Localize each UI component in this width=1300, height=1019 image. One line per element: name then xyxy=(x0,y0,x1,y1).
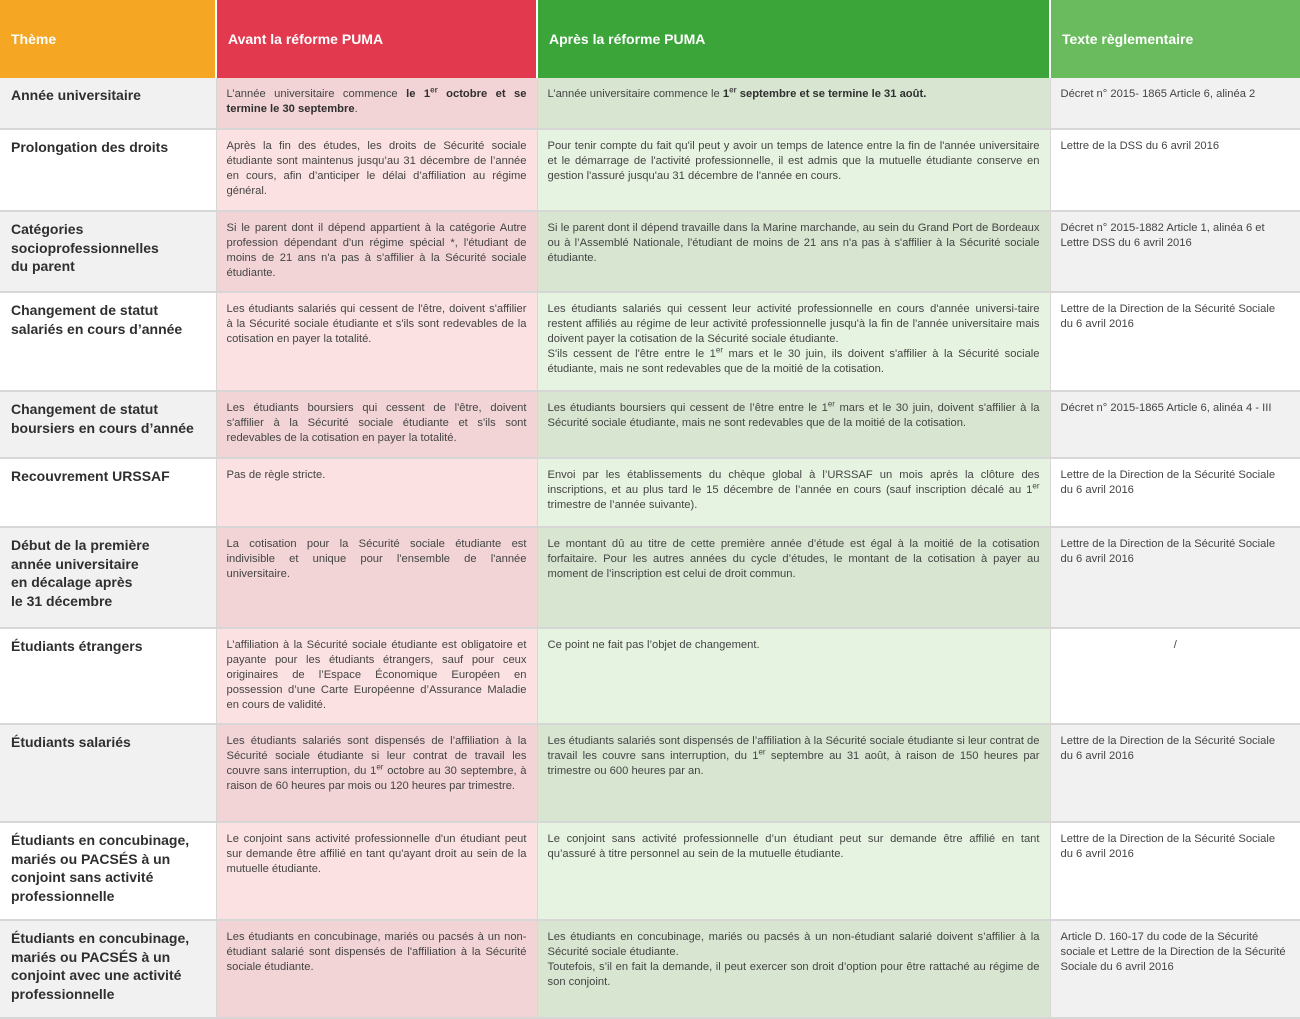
row-avant xyxy=(216,292,537,391)
table-row xyxy=(0,724,1300,822)
table-row xyxy=(0,211,1300,292)
row-theme: Catégories socioprofessionnelles du parent xyxy=(0,211,216,292)
row-avant xyxy=(216,822,537,920)
row-theme: Étudiants étrangers xyxy=(0,628,216,724)
apres-text-segment: L’année universitaire commence le xyxy=(547,88,723,100)
row-texte: Décret n° 2015- 1865 Article 6, alinéa 2 xyxy=(1050,78,1300,129)
apres-text-segment: 1 xyxy=(722,88,730,100)
row-apres xyxy=(537,129,1050,211)
row-theme: Étudiants salariés xyxy=(0,724,216,822)
row-apres xyxy=(537,527,1050,628)
row-apres xyxy=(537,724,1050,822)
row-avant xyxy=(216,211,537,292)
row-avant xyxy=(216,527,537,628)
avant-text-segment: octobre et se termine le 30 septembre xyxy=(226,88,527,115)
apres-text-segment: Les étudiants en concubinage, mariés ou pacsés à un non-étudiant salarié doivent s’affilier à la Sécurité sociale étudiante. xyxy=(547,931,1040,958)
apres-text-segment: Toutefois, s’il en fait la demande, il peut exercer son droit d’option pour être rattaché au régime de son conjoint. xyxy=(547,961,1040,988)
row-theme: Début de la première année universitaire en décalage après le 31 décembre xyxy=(0,527,216,628)
table-row xyxy=(0,458,1300,527)
apres-text-segment: mars et le 30 juin, ils doivent s'affilier à la Sécurité sociale étudiante, mais ne sont redevables que de la moitié de la cotisation. xyxy=(547,348,1040,375)
row-texte: Lettre de la Direction de la Sécurité Sociale du 6 avril 2016 xyxy=(1050,527,1300,628)
row-avant xyxy=(216,391,537,458)
row-texte: / xyxy=(1050,628,1300,724)
avant-text-segment: La cotisation pour la Sécurité sociale étudiante est indivisible et unique pour l'ensemble de l'année universitaire. xyxy=(226,538,527,580)
apres-text-segment: er xyxy=(729,85,737,95)
row-apres xyxy=(537,628,1050,724)
row-avant xyxy=(216,724,537,822)
row-texte: Décret n° 2015-1865 Article 6, alinéa 4 - III xyxy=(1050,391,1300,458)
row-theme: Changement de statut boursiers en cours d’année xyxy=(0,391,216,458)
apres-text-segment: mars et le 30 juin, doivent s'affilier à la Sécurité sociale étudiante, mais ne sont redevables que de la moitié de la cotisation. xyxy=(547,402,1040,429)
avant-text-segment: Pas de règle stricte. xyxy=(226,469,326,481)
row-apres xyxy=(537,822,1050,920)
apres-text-segment: Envoi par les établissements du chèque global à l’URSSAF un mois après la clôture des inscriptions, et au plus tard le 15 décembre de l’année en cours (sauf inscription décalé au 1 xyxy=(547,469,1040,496)
table-row xyxy=(0,822,1300,920)
avant-text-segment: Si le parent dont il dépend appartient à la catégorie Autre profession dépendant d'un régime spécial *, l'étudiant de moins de 21 ans n'a pas à s'affilier à la Sécurité sociale étudiante. xyxy=(226,222,527,279)
table-row xyxy=(0,628,1300,724)
row-avant xyxy=(216,920,537,1018)
apres-text-segment: Pour tenir compte du fait qu'il peut y avoir un temps de latence entre la fin de l'année universitaire et le démarrage de l'activité professionnelle, il est admis que la mutuelle étudiante conserve en gestion l'assuré jusqu'au 31 décembre de l'année en cours. xyxy=(547,140,1040,182)
avant-text-segment: Les étudiants en concubinage, mariés ou pacsés à un non-étudiant salarié sont dispensés de l'affiliation à la Sécurité sociale étudiante. xyxy=(226,931,527,973)
apres-text-segment: Le montant dû au titre de cette première année d’étude est égal à la moitié de la cotisation forfaitaire. Pour les autres années du cycle d’études, le montant de la cotisation à payer au moment de l’inscription est celui de droit commun. xyxy=(547,538,1040,580)
table-body xyxy=(0,78,1300,1018)
row-apres xyxy=(537,391,1050,458)
table-row xyxy=(0,527,1300,628)
avant-text-segment: Les étudiants salariés sont dispensés de l’affiliation à la Sécurité sociale étudiante si leur contrat de travail les couvre sans interruption, du 1 xyxy=(226,735,527,777)
apres-text-segment: er xyxy=(827,399,835,409)
apres-text-segment: Si le parent dont il dépend travaille dans la Marine marchande, au sein du Grand Port de Bordeaux ou à l’Assemblé Nationale, l'étudiant de moins de 21 ans n'a pas à s'affilier à la Sécurité sociale étudiante. xyxy=(547,222,1040,264)
row-theme: Prolongation des droits xyxy=(0,129,216,211)
row-apres xyxy=(537,78,1050,129)
header-apres: Après la réforme PUMA xyxy=(537,0,1050,78)
row-apres xyxy=(537,292,1050,391)
avant-text-segment: L’année universitaire commence xyxy=(226,88,407,100)
apres-text-segment: septembre et se termine le 31 août. xyxy=(736,88,927,100)
header-row xyxy=(0,0,1300,78)
avant-text-segment: Les étudiants boursiers qui cessent de l'être, doivent s'affilier à la Sécurité sociale étudiante et s'ils sont redevables de la cotisation en payer la totalité. xyxy=(226,402,527,444)
table-row xyxy=(0,78,1300,129)
header-avant: Avant la réforme PUMA xyxy=(216,0,537,78)
row-texte: Lettre de la Direction de la Sécurité Sociale du 6 avril 2016 xyxy=(1050,724,1300,822)
avant-text-segment: Après la fin des études, les droits de Sécurité sociale étudiante sont maintenus jusqu’au 31 décembre de l’année en cours, afin d’anticiper le délai d’affiliation au régime général. xyxy=(226,140,527,197)
row-theme: Année universitaire xyxy=(0,78,216,129)
apres-text-segment: er xyxy=(1032,481,1040,491)
row-avant xyxy=(216,458,537,527)
apres-text-segment: Les étudiants salariés sont dispensés de l’affiliation à la Sécurité sociale étudiante si leur contrat de travail les couvre sans interruption, du 1 xyxy=(547,735,1040,762)
row-theme: Recouvrement URSSAF xyxy=(0,458,216,527)
avant-text-segment: L’affiliation à la Sécurité sociale étudiante est obligatoire et payante pour les étudiants étrangers, sauf pour ceux originaires de l’Espace Économique Européen en possession d’une Carte Européenne d’Assurance Maladie en cours de validité. xyxy=(226,639,527,711)
row-avant xyxy=(216,628,537,724)
row-avant xyxy=(216,78,537,129)
header-theme: Thème xyxy=(0,0,216,78)
table-row xyxy=(0,391,1300,458)
row-theme: Étudiants en concubinage, mariés ou PACSÉS à un conjoint sans activité professionnelle xyxy=(0,822,216,920)
header-texte: Texte règlementaire xyxy=(1050,0,1300,78)
row-texte: Article D. 160-17 du code de la Sécurité sociale et Lettre de la Direction de la Sécurité Sociale du 6 avril 2016 xyxy=(1050,920,1300,1018)
apres-text-segment: er xyxy=(758,747,766,757)
row-apres xyxy=(537,211,1050,292)
avant-text-segment: le 1 xyxy=(406,88,431,100)
row-theme: Étudiants en concubinage, mariés ou PACSÉS à un conjoint avec une activité professionnelle xyxy=(0,920,216,1018)
table-row xyxy=(0,292,1300,391)
avant-text-segment: . xyxy=(354,103,358,115)
apres-text-segment: trimestre de l’année suivante). xyxy=(547,499,698,511)
apres-text-segment: Le conjoint sans activité professionnelle d’un étudiant peut sur demande être affilié en tant qu’assuré à titre personnel au sein de la mutuelle étudiante. xyxy=(547,833,1040,860)
row-theme: Changement de statut salariés en cours d’année xyxy=(0,292,216,391)
row-texte: Lettre de la Direction de la Sécurité Sociale du 6 avril 2016 xyxy=(1050,822,1300,920)
apres-text-segment: er xyxy=(715,345,724,355)
avant-text-segment: Les étudiants salariés qui cessent de l'être, doivent s'affilier à la Sécurité sociale étudiante et s'ils sont redevables de la cotisation en payer la totalité. xyxy=(226,303,527,345)
row-texte: Lettre de la Direction de la Sécurité Sociale du 6 avril 2016 xyxy=(1050,458,1300,527)
avant-text-segment: er xyxy=(376,762,384,772)
row-texte: Décret n° 2015-1882 Article 1, alinéa 6 et Lettre DSS du 6 avril 2016 xyxy=(1050,211,1300,292)
row-texte: Lettre de la DSS du 6 avril 2016 xyxy=(1050,129,1300,211)
apres-text-segment: septembre au 31 août, à raison de 150 heures par trimestre ou 600 heures par an. xyxy=(547,750,1040,777)
row-apres xyxy=(537,458,1050,527)
apres-text-segment: S'ils cessent de l'être entre le 1 xyxy=(547,348,716,360)
table-row xyxy=(0,920,1300,1018)
avant-text-segment: Le conjoint sans activité professionnelle d'un étudiant peut sur demande être affilié en tant qu'ayant droit au sein de la mutuelle étudiante. xyxy=(226,833,527,875)
apres-text-segment: Les étudiants boursiers qui cessent de l’être entre le 1 xyxy=(547,402,828,414)
apres-text-segment: Ce point ne fait pas l’objet de changement. xyxy=(547,639,760,651)
row-apres xyxy=(537,920,1050,1018)
table-row xyxy=(0,129,1300,211)
row-texte: Lettre de la Direction de la Sécurité Sociale du 6 avril 2016 xyxy=(1050,292,1300,391)
apres-text-segment: Les étudiants salariés qui cessent leur activité professionnelle en cours d'année universi-taire restent affiliés au régime de leur activité professionnelle jusqu'à la fin de l'année universitaire mais doivent payer la cotisation de la Sécurité sociale étudiante. xyxy=(547,303,1040,345)
row-avant xyxy=(216,129,537,211)
avant-text-segment: er xyxy=(430,85,438,95)
avant-text-segment: octobre au 30 septembre, à raison de 60 heures par mois ou 120 heures par trimestre. xyxy=(226,765,527,792)
